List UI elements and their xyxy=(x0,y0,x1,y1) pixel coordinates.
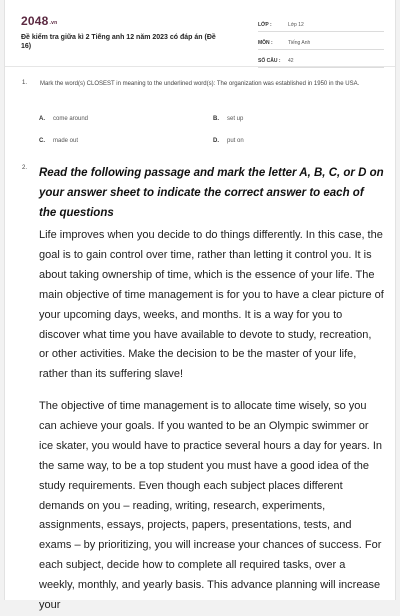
meta-value: Lớp 12 xyxy=(288,22,304,28)
option-d[interactable] xyxy=(213,138,244,144)
meta-value: Tiếng Anh xyxy=(288,40,311,46)
option-text: come around xyxy=(53,116,89,122)
logo-suffix: .vn xyxy=(49,20,58,26)
option-a[interactable] xyxy=(39,116,88,122)
document-meta xyxy=(258,14,384,68)
passage-paragraph-1: Life improves when you decide to do things differently. In this case, the goal is to gain control over time, rather than letting it control you. It is about taking ownership of time, which is the essence of your life. The main objective of time management is for you to have a clear picture of your upcoming days, weeks, and months. It is a way for you to discover what time you have available to devote to study, recreation, or other activities. Make the decision to be the master of your life, rather than its suffering slave! xyxy=(39,229,384,381)
option-text: set up xyxy=(227,116,244,122)
option-b[interactable] xyxy=(213,116,243,122)
meta-key: LỚP : xyxy=(258,22,272,28)
passage-paragraph-2: The objective of time management is to allocate time wisely, so you can achieve your goals. If you wanted to be an Olympic swimmer or ice skater, you would have to practice several hours a day for years. In the same way, to be a top student you must have a good idea of the study requirements. Even though each subject places different demands on you – reading, writing, research, experiments, assignments, essays, projects, papers, presentations, tests, and exams – by prioritizing, you will increase your chances of success. For each subject, decide how to complete all required tasks, over a weekly, monthly, and yearly basis. This advance planning will increase your xyxy=(39,400,383,612)
meta-key: MÔN : xyxy=(258,40,273,46)
meta-value: 42 xyxy=(288,58,294,64)
meta-key: SỐ CÂU : xyxy=(258,58,281,64)
question-1 xyxy=(22,80,362,144)
option-c[interactable] xyxy=(39,138,78,144)
document-title: Đề kiểm tra giữa kì 2 Tiếng anh 12 năm 2023 có đáp án (Đề 16) xyxy=(21,34,216,50)
question-number: 2. xyxy=(22,165,28,171)
question-number: 1. xyxy=(22,80,28,86)
option-letter: B. xyxy=(213,116,219,122)
question-instruction: Read the following passage and mark the letter A, B, C, or D on your answer sheet to indicate the correct answer to each of the questions xyxy=(39,167,384,219)
document-header xyxy=(5,0,395,66)
option-letter: C. xyxy=(39,138,45,144)
option-letter: D. xyxy=(213,138,219,144)
option-text: made out xyxy=(53,138,79,144)
meta-subject xyxy=(258,32,384,50)
logo-text: 2048 xyxy=(21,14,49,28)
option-text: put on xyxy=(227,138,244,144)
site-logo[interactable] xyxy=(21,14,57,28)
option-letter: A. xyxy=(39,116,45,122)
header-divider xyxy=(5,66,395,67)
meta-class xyxy=(258,14,384,32)
question-2 xyxy=(22,163,382,223)
question-text: Mark the word(s) CLOSEST in meaning to the underlined word(s): The organization was established in 1950 in the USA. xyxy=(40,81,360,87)
